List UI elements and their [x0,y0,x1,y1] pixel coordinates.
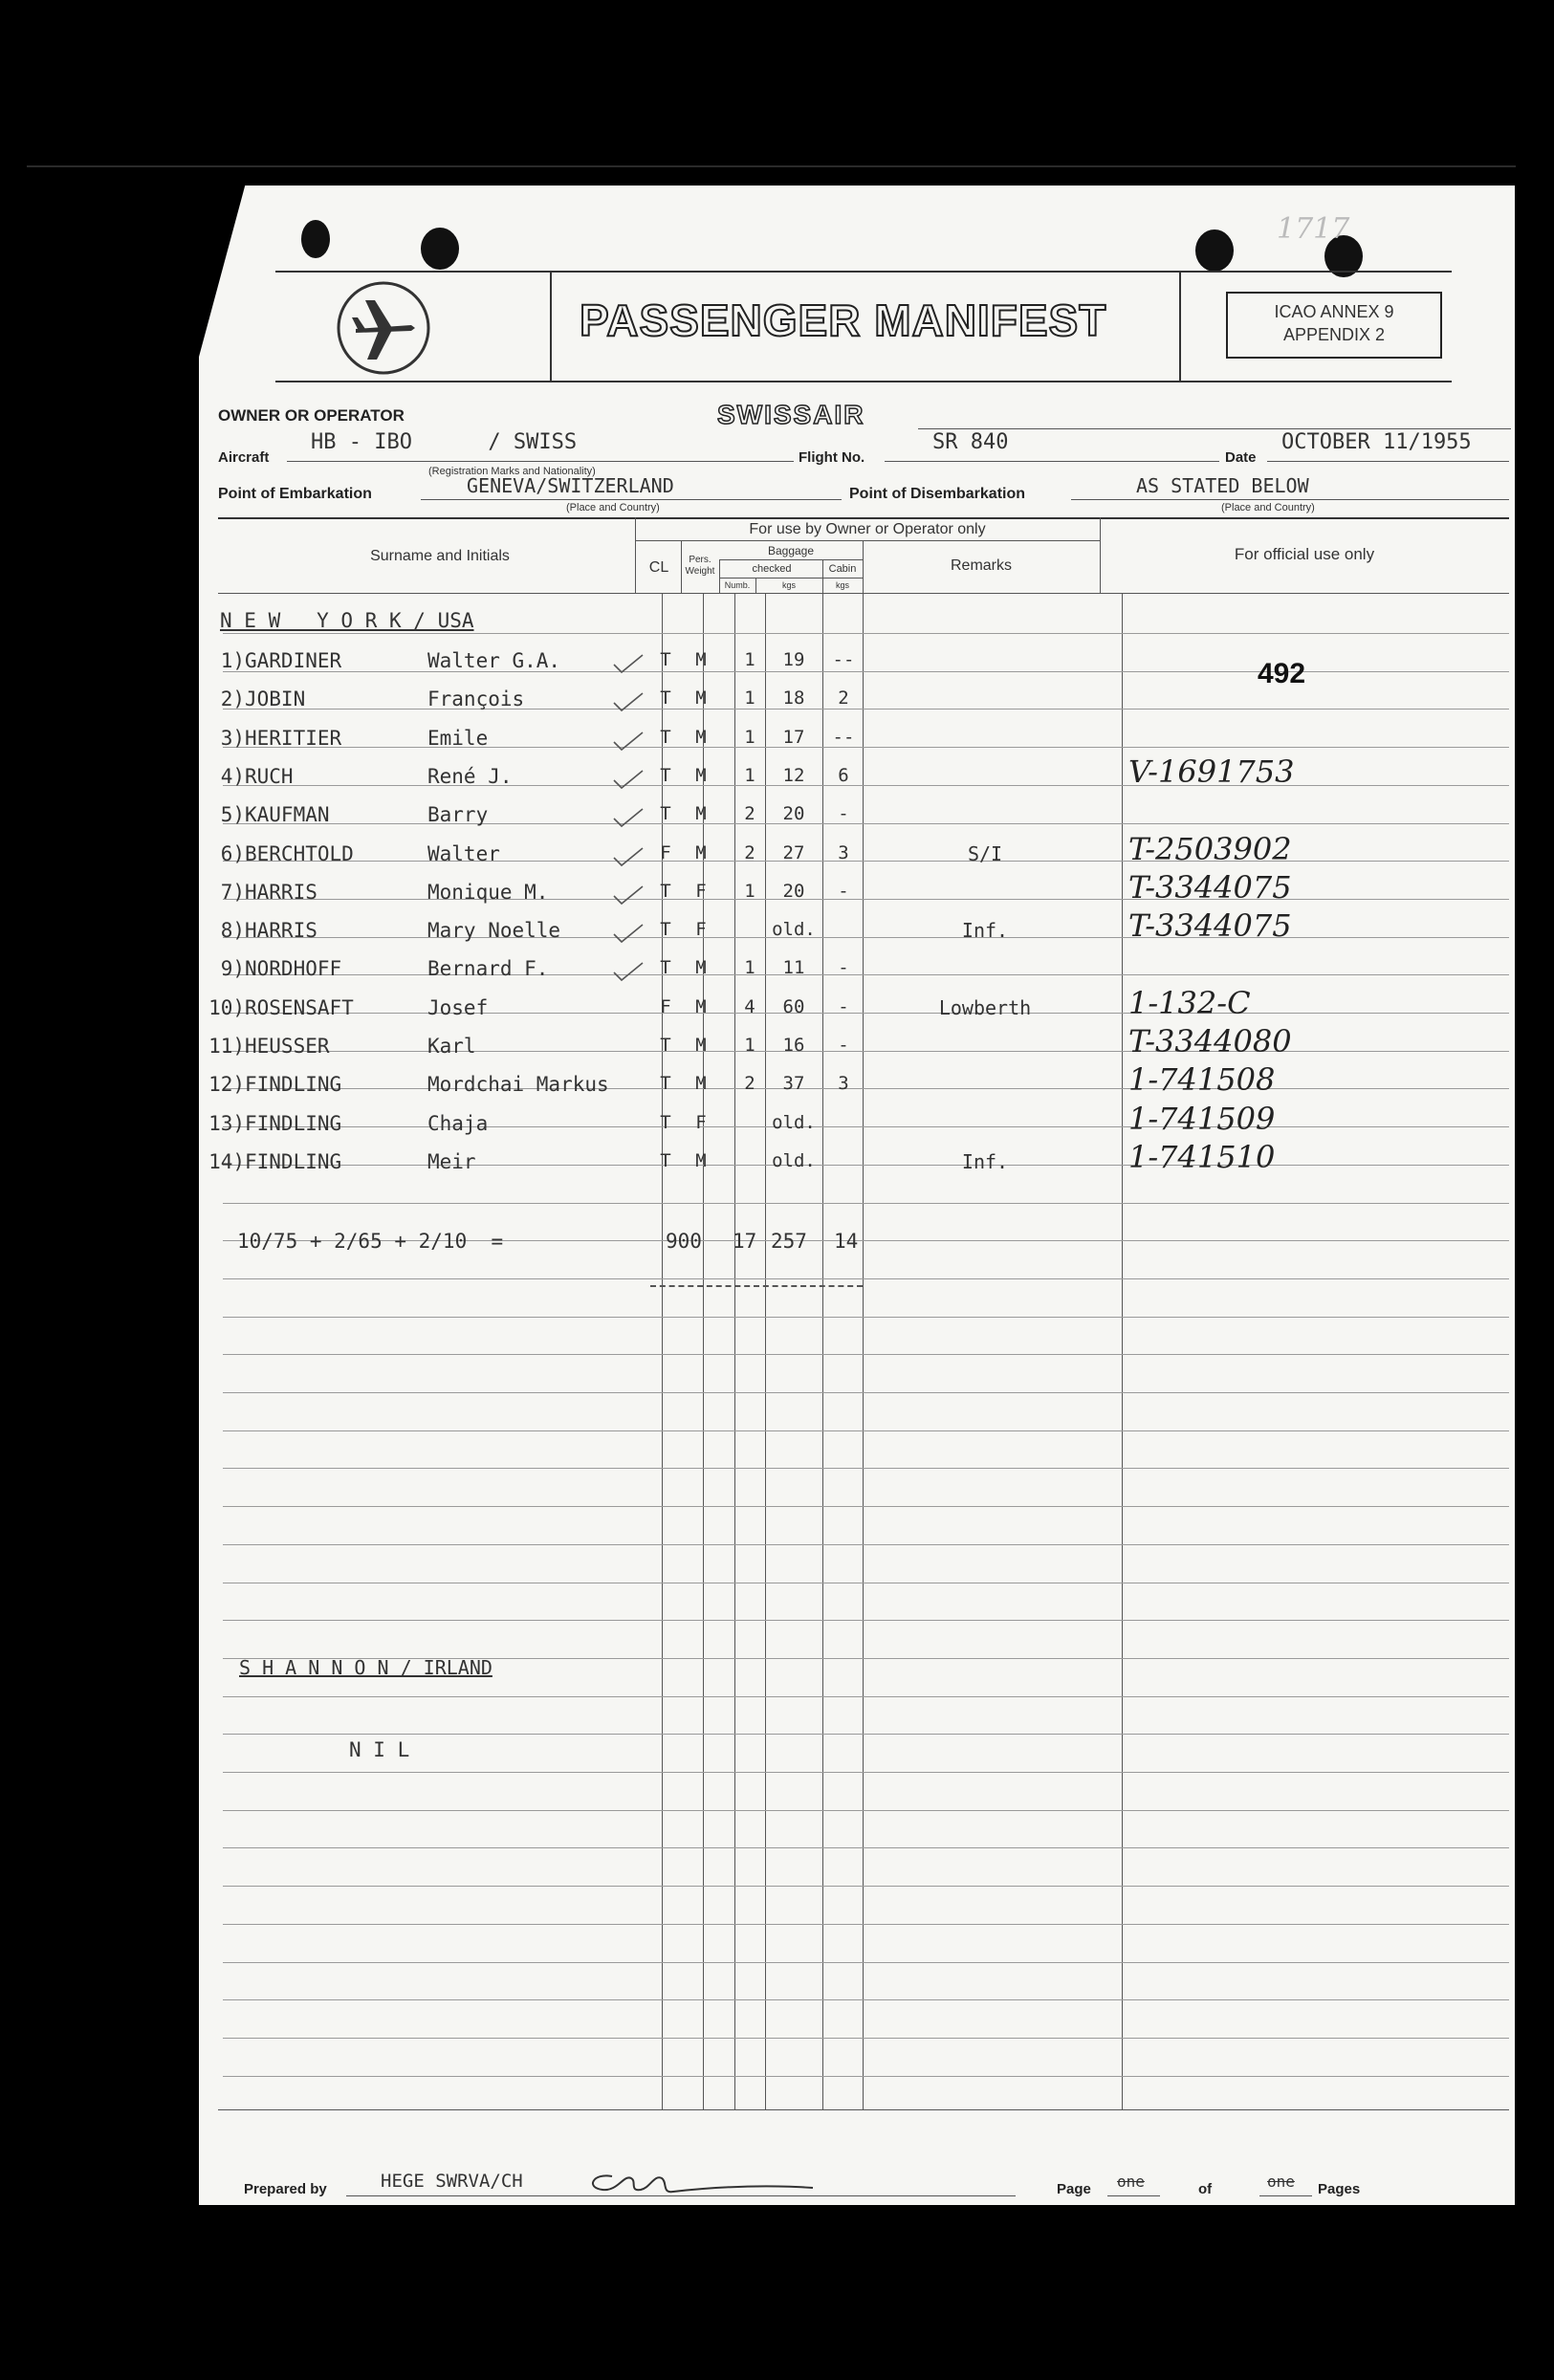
cell-cabin: - [838,995,849,1017]
owner-line [918,428,1511,429]
cell-cl: T [660,649,671,670]
cell-numb: 1 [744,764,755,786]
cell-numb: 1 [744,957,755,979]
aircraft-line [287,461,794,462]
cell-wt: F [695,1111,707,1133]
cell-wt: M [695,764,707,786]
grid-line [719,559,720,594]
registration-note: (Registration Marks and Nationality) [428,466,596,477]
checked-rule [719,578,863,579]
cell-cabin: - [838,880,849,902]
table-header-rule [218,593,1509,594]
cell-given: François [427,688,525,711]
ruled-line [223,1847,1509,1848]
cell-no: 3) [220,726,245,750]
sheet-cut-corner [182,172,249,421]
place-note-2: (Place and Country) [1221,502,1315,513]
page-label: Page [1057,2181,1091,2197]
embarkation-line [421,499,842,500]
cell-no: 14) [208,1149,245,1173]
ruled-line [223,1734,1509,1735]
cell-official: 1-741509 [1128,1100,1276,1137]
ruled-line [223,1430,1509,1431]
ruled-line [223,1468,1509,1469]
cell-cl: T [660,880,671,902]
cell-given: Karl [427,1035,476,1058]
cell-given: Chaja [427,1111,489,1135]
cell-given: Meir [427,1149,476,1173]
cell-numb: 2 [744,803,755,825]
grid-line [1122,594,1123,2109]
aircraft-value: HB - IBO / SWISS [311,430,578,454]
grid-line [863,540,864,2109]
cell-numb: 2 [744,1073,755,1095]
cell-wt: M [695,957,707,979]
cell-official: T-3344075 [1128,868,1292,906]
ruled-line [223,1354,1509,1355]
cell-given: Barry [427,803,489,827]
cell-surname: NORDHOFF [245,957,342,981]
cell-kgs: old. [772,1149,816,1171]
cell-remarks: Inf. [961,919,1009,943]
cell-given: Monique M. [427,880,549,904]
col-pers-weight: Pers. Weight [685,555,715,577]
of-line [1259,2195,1312,2196]
corner-note: 1717 [1277,212,1350,246]
ruled-line [223,1620,1509,1621]
cell-surname: HARRIS [245,880,317,904]
cell-cl: T [660,764,671,786]
cell-given: Mary Noelle [427,919,561,943]
col-cl: CL [648,559,669,576]
punch-hole [421,228,459,270]
cell-wt: M [695,1073,707,1095]
cell-numb: 1 [744,649,755,670]
totals-dash-line [650,1285,863,1287]
cell-kgs: 37 [782,1073,805,1095]
embarkation-value: GENEVA/SWITZERLAND [467,474,674,497]
cell-no: 7) [220,880,245,904]
cell-official: 1-132-C [1128,984,1251,1021]
cell-surname: HARRIS [245,919,317,943]
baggage-rule [719,559,863,560]
cell-cabin: 3 [838,1073,849,1095]
totals-numb: 17 [733,1230,757,1253]
header-divider [1179,271,1181,382]
page-value: one [1117,2173,1145,2191]
col-checked: checked [752,563,792,575]
cell-cabin: 2 [838,688,849,710]
cell-surname: FINDLING [245,1111,342,1135]
col-kgs: kgs [781,580,796,590]
ruled-line [223,1999,1509,2000]
col-official: For official use only [1234,545,1375,563]
check-mark-icon [612,731,645,755]
ruled-line [223,1772,1509,1773]
table-top-rule [218,517,1509,519]
cell-no: 13) [208,1111,245,1135]
cell-wt: M [695,841,707,863]
col-surname: Surname and Initials [370,548,510,564]
ruled-line [223,1696,1509,1697]
cell-kgs: old. [772,1111,816,1133]
ruled-line [223,2076,1509,2077]
cell-wt: F [695,880,707,902]
ruled-line [223,1317,1509,1318]
cell-no: 1) [220,649,245,672]
official-count: 492 [1258,658,1306,689]
cell-official: T-3344080 [1128,1023,1292,1059]
cell-wt: M [695,649,707,670]
cell-kgs: 20 [782,803,805,825]
cell-surname: FINDLING [245,1073,342,1097]
grid-line [681,540,682,594]
cell-cl: T [660,803,671,825]
cell-surname: FINDLING [245,1149,342,1173]
ruled-line [223,1544,1509,1545]
cell-kgs: 16 [782,1035,805,1056]
signature [574,2155,822,2207]
ruled-line [223,1886,1509,1887]
aircraft-label: Aircraft [218,449,270,466]
prepared-label: Prepared by [244,2181,327,2197]
ruled-line [223,633,1509,634]
grid-line [755,578,756,594]
col-numb: Numb. [724,580,751,590]
section-shannon-note: N I L [349,1738,410,1761]
cell-given: Walter [427,841,500,865]
col-baggage: Baggage [767,544,815,557]
ruled-line [223,1962,1509,1963]
ruled-line [223,1924,1509,1925]
disembarkation-value: AS STATED BELOW [1136,474,1309,497]
cell-kgs: 27 [782,841,805,863]
cell-official: T-2503902 [1128,830,1292,867]
cell-kgs: 20 [782,880,805,902]
cell-numb: 1 [744,1035,755,1056]
header-top-rule [275,271,1452,273]
cell-no: 2) [220,688,245,711]
flight-label: Flight No. [799,449,865,466]
cell-surname: KAUFMAN [245,803,330,827]
check-mark-icon [612,807,645,832]
cell-official: V-1691753 [1128,753,1295,790]
operator-name: SWISSAIR [717,400,865,429]
pages-label: Pages [1318,2181,1361,2197]
cell-no: 8) [220,919,245,943]
check-mark-icon [612,769,645,794]
cell-official: T-3344075 [1128,907,1292,945]
cell-official: 1-741510 [1128,1138,1276,1175]
check-mark-icon [612,653,645,678]
cell-cabin: - [838,1035,849,1056]
totals-formula: 10/75 + 2/65 + 2/10 = [237,1230,504,1253]
cell-given: Emile [427,726,489,750]
ruled-line [223,1506,1509,1507]
cell-cl: T [660,688,671,710]
owner-use-rule [635,540,1100,541]
totals-cabin: 14 [834,1230,859,1253]
cell-numb: 2 [744,841,755,863]
cell-given: Bernard F. [427,957,549,981]
date-line [1267,461,1509,462]
table-bottom-rule [218,2109,1509,2110]
cell-cl: T [660,1149,671,1171]
col-remarks: Remarks [950,557,1012,574]
cell-numb: 1 [744,688,755,710]
cell-surname: ROSENSAFT [245,995,354,1019]
punch-hole [1195,229,1234,272]
section-new-york: N E W Y O R K / USA [220,609,474,632]
cell-no: 4) [220,764,245,788]
cell-kgs: 17 [782,726,805,748]
ruled-line [223,1278,1509,1279]
cell-cabin: -- [832,649,855,670]
check-mark-icon [612,923,645,948]
of-label: of [1198,2181,1213,2197]
cell-surname: BERCHTOLD [245,841,354,865]
cell-official: 1-741508 [1128,1061,1276,1099]
cell-wt: M [695,1035,707,1056]
cell-kgs: 60 [782,995,805,1017]
cell-cabin: 6 [838,764,849,786]
cell-cabin: 3 [838,841,849,863]
cell-cl: T [660,726,671,748]
cell-cl: T [660,1073,671,1095]
check-mark-icon [612,691,645,716]
owner-label: OWNER OR OPERATOR [218,406,405,425]
grid-line [635,517,636,594]
cell-no: 9) [220,957,245,981]
ruled-line [223,1810,1509,1811]
prepared-value: HEGE SWRVA/CH [381,2171,523,2192]
cell-no: 10) [208,995,245,1019]
col-cabin-kgs: kgs [835,580,849,590]
airplane-icon [335,279,432,377]
cell-wt: F [695,919,707,941]
cell-remarks: Lowberth [938,995,1032,1019]
cell-given: Mordchai Markus [427,1073,609,1097]
header-bottom-rule [275,381,1452,382]
cell-surname: RUCH [245,764,294,788]
airline-logo [335,279,432,377]
disembarkation-line [1071,499,1509,500]
cell-kgs: 19 [782,649,805,670]
place-note: (Place and Country) [566,502,660,513]
cell-kgs: old. [772,919,816,941]
cell-given: Josef [427,995,489,1019]
col-owner-use: For use by Owner or Operator only [749,521,986,537]
cell-surname: JOBIN [245,688,306,711]
cell-cl: F [660,841,671,863]
check-mark-icon [612,846,645,871]
cell-numb: 1 [744,726,755,748]
cell-no: 5) [220,803,245,827]
cell-remarks: Inf. [961,1149,1009,1173]
check-mark-icon [612,884,645,909]
prepared-line [346,2195,1016,2196]
cell-wt: M [695,688,707,710]
cell-cabin: - [838,957,849,979]
date-label: Date [1225,449,1257,466]
cell-numb: 4 [744,995,755,1017]
scan-edge-line [27,165,1516,167]
flight-line [885,461,1219,462]
cell-cl: T [660,1035,671,1056]
flight-value: SR 840 [932,430,1009,454]
cell-kgs: 18 [782,688,805,710]
check-mark-icon [612,961,645,986]
page-line [1107,2195,1160,2196]
cell-remarks: S/I [967,841,1003,865]
section-shannon: S H A N N O N / IRLAND [239,1656,492,1679]
cell-cl: T [660,1111,671,1133]
cell-cabin: -- [832,726,855,748]
of-value: one [1267,2173,1295,2191]
cell-given: Walter G.A. [427,649,561,672]
ruled-line [223,1392,1509,1393]
cell-surname: GARDINER [245,649,342,672]
ruled-line [223,1203,1509,1204]
cell-numb: 1 [744,880,755,902]
grid-line [822,559,823,2109]
cell-no: 11) [208,1035,245,1058]
cell-no: 12) [208,1073,245,1097]
cell-no: 6) [220,841,245,865]
totals-weight: 900 [666,1230,702,1253]
punch-hole [301,220,330,258]
ruled-line [223,2038,1509,2039]
cell-kgs: 12 [782,764,805,786]
cell-wt: M [695,995,707,1017]
page-title: PASSENGER MANIFEST [580,295,1107,345]
header-divider [550,271,552,382]
cell-cl: T [660,919,671,941]
cell-cl: T [660,957,671,979]
col-cabin: Cabin [828,563,857,575]
cell-wt: M [695,1149,707,1171]
embarkation-label: Point of Embarkation [218,486,372,502]
cell-surname: HEUSSER [245,1035,330,1058]
disembarkation-label: Point of Disembarkation [849,486,1026,502]
cell-wt: M [695,803,707,825]
totals-kgs: 257 [771,1230,807,1253]
grid-line [1100,517,1101,594]
cell-cl: F [660,995,671,1017]
cell-given: René J. [427,764,513,788]
cell-wt: M [695,726,707,748]
icao-line-2: APPENDIX 2 [1282,325,1386,344]
icao-line-1: ICAO ANNEX 9 [1274,302,1394,321]
cell-kgs: 11 [782,957,805,979]
date-value: OCTOBER 11/1955 [1281,430,1472,454]
cell-cabin: - [838,803,849,825]
cell-surname: HERITIER [245,726,342,750]
